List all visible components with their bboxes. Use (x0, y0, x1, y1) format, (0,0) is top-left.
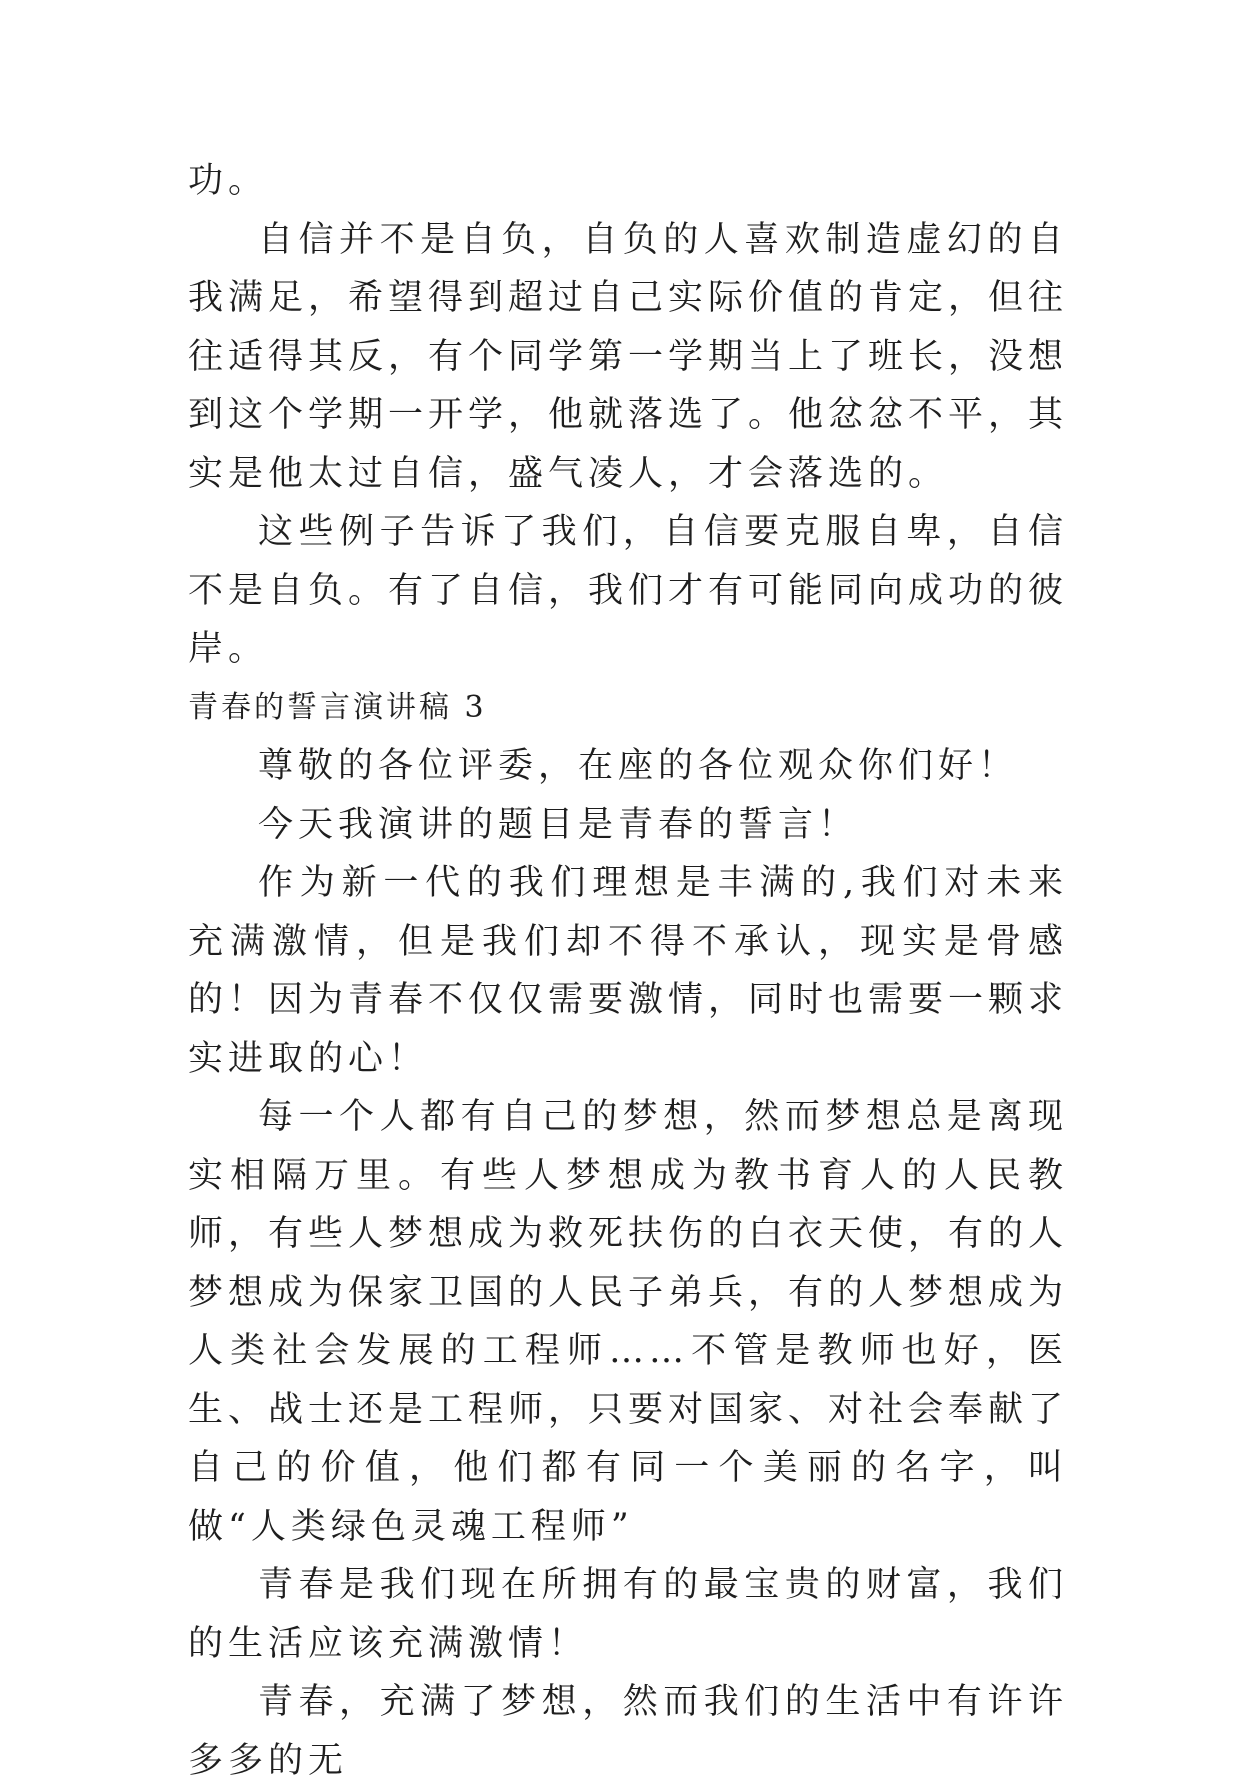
paragraph-topic: 今天我演讲的题目是青春的誓言！ (258, 804, 859, 845)
paragraph-ideals: 作为新一代的我们理想是丰满的,我们对未来充满激情，但是我们却不得不承认，现实是骨感的！因为青春不仅仅需要激情，同时也需要一颗求实进取的心！ (188, 863, 1069, 1079)
document-body (188, 152, 1068, 1790)
paragraph-confidence-vs-conceit: 自信并不是自负，自负的人喜欢制造虚幻的自我满足，希望得到超过自己实际价值的肯定，但往往适得其反，有个同学第一学期当上了班长，没想到这个学期一开学，他就落选了。他忿忿不平，其实是他太过自信，盛气凌人，才会落选的。 (188, 219, 1069, 494)
paragraph-continuation: 功。 (188, 161, 269, 201)
paragraph-dreams: 每一个人都有自己的梦想，然而梦想总是离现实相隔万里。有些人梦想成为教书育人的人民教师，有些人梦想成为救死扶伤的白衣天使，有的人梦想成为保家卫国的人民子弟兵，有的人梦想成为人类社会发展的工程师……不管是教师也好，医生、战士还是工程师，只要对国家、对社会奉献了自己的价值，他们都有同一个美丽的名字，叫做“人类绿色灵魂工程师” (188, 1097, 1069, 1547)
section-heading: 青春的誓言演讲稿 3 (188, 689, 487, 725)
paragraph-youth-wealth: 青春是我们现在所拥有的最宝贵的财富，我们的生活应该充满激情！ (188, 1565, 1068, 1664)
paragraph-greeting: 尊敬的各位评委，在座的各位观众你们好！ (258, 746, 1019, 786)
paragraph-youth-dreams: 青春，充满了梦想，然而我们的生活中有许许多多的无 (188, 1682, 1068, 1781)
paragraph-conclusion: 这些例子告诉了我们，自信要克服自卑，自信不是自负。有了自信，我们才有可能同向成功的彼岸。 (188, 512, 1069, 669)
